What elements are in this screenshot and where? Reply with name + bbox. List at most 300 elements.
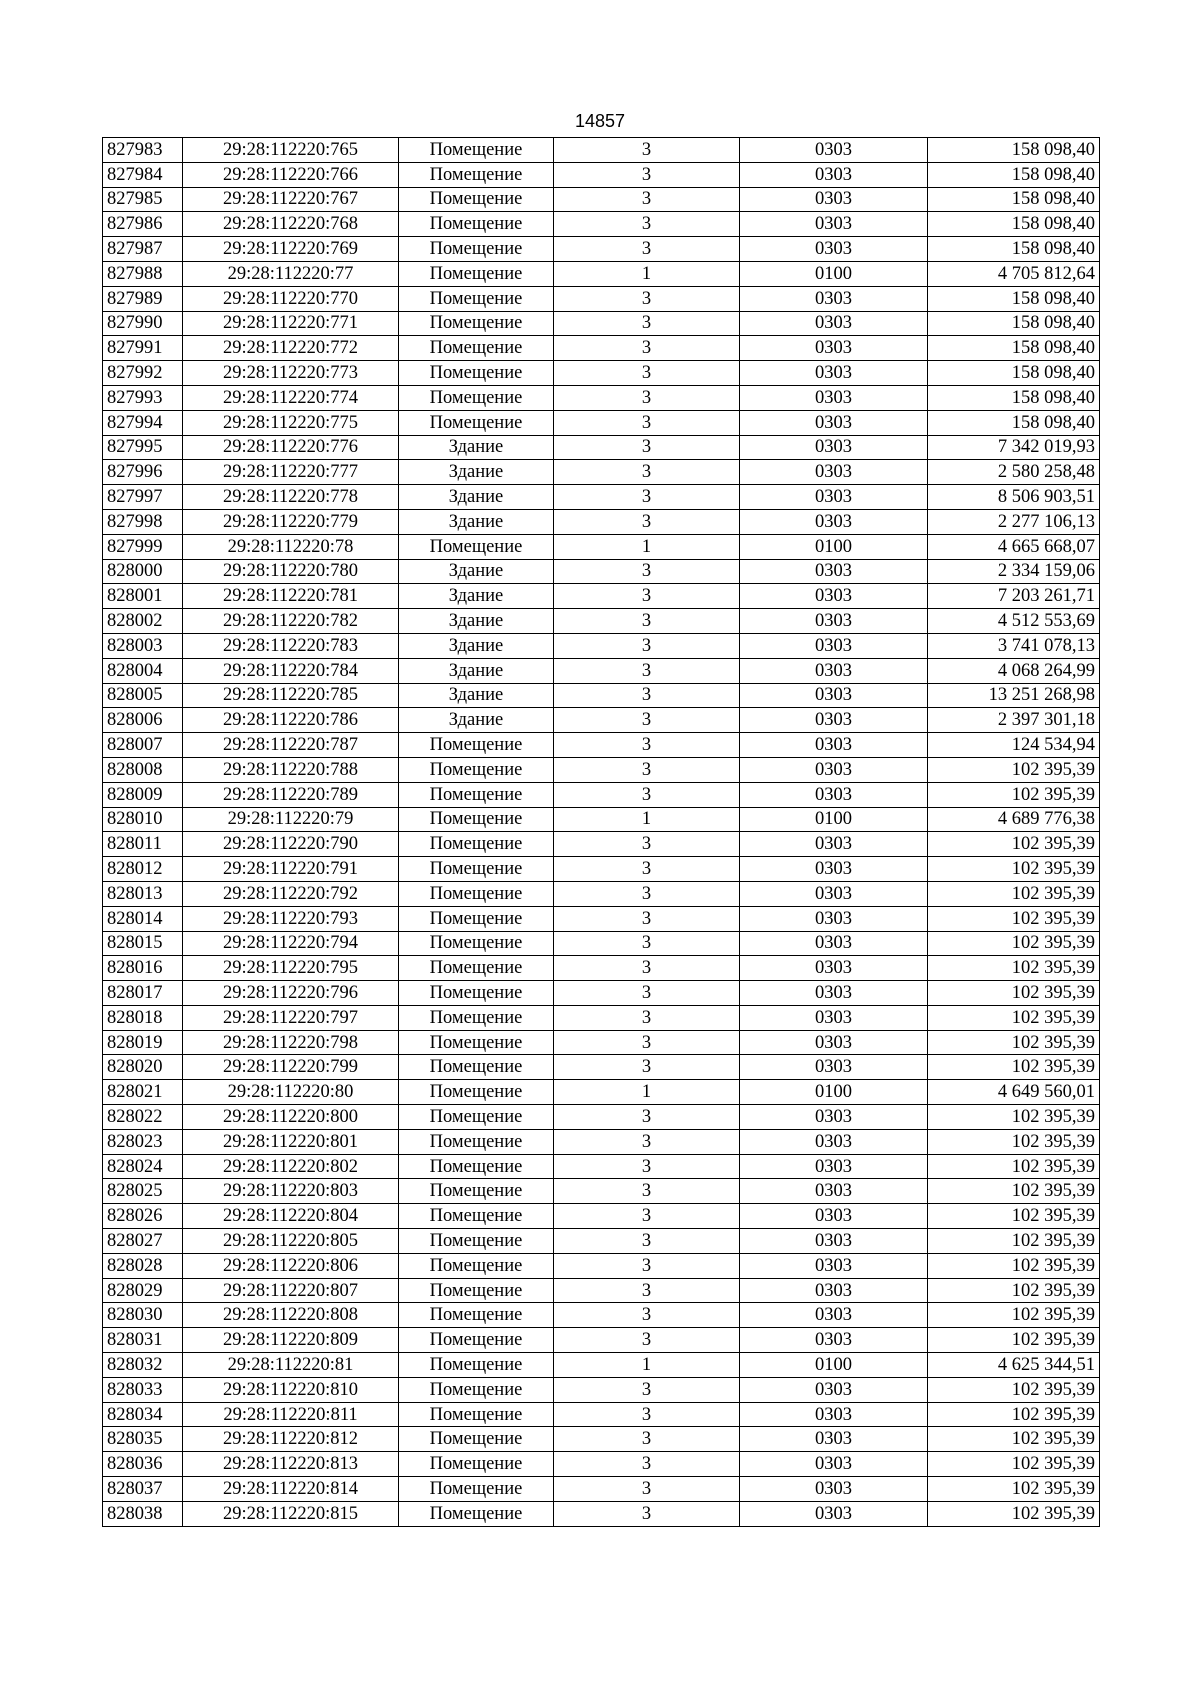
- row-number-cell: 827994: [103, 410, 183, 435]
- group-cell: 3: [554, 857, 740, 882]
- cadastral-number-cell: 29:28:112220:79: [183, 807, 399, 832]
- object-type-cell: Здание: [399, 435, 554, 460]
- object-type-cell: Здание: [399, 559, 554, 584]
- code-cell: 0303: [740, 708, 928, 733]
- code-cell: 0303: [740, 385, 928, 410]
- cadastral-number-cell: 29:28:112220:812: [183, 1427, 399, 1452]
- object-type-cell: Здание: [399, 509, 554, 534]
- code-cell: 0303: [740, 1328, 928, 1353]
- cadastral-value-cell: 102 395,39: [928, 1129, 1100, 1154]
- group-cell: 3: [554, 1005, 740, 1030]
- table-row: [103, 212, 1100, 237]
- object-type-cell: Помещение: [399, 1278, 554, 1303]
- row-number-cell: 828007: [103, 733, 183, 758]
- object-type-cell: Помещение: [399, 931, 554, 956]
- code-cell: 0303: [740, 162, 928, 187]
- group-cell: 1: [554, 1080, 740, 1105]
- cadastral-value-cell: 102 395,39: [928, 981, 1100, 1006]
- code-cell: 0303: [740, 782, 928, 807]
- table-row: [103, 857, 1100, 882]
- object-type-cell: Помещение: [399, 733, 554, 758]
- cadastral-number-cell: 29:28:112220:803: [183, 1179, 399, 1204]
- cadastral-number-cell: 29:28:112220:776: [183, 435, 399, 460]
- object-type-cell: Помещение: [399, 1154, 554, 1179]
- cadastral-value-cell: 158 098,40: [928, 385, 1100, 410]
- group-cell: 3: [554, 1477, 740, 1502]
- row-number-cell: 828018: [103, 1005, 183, 1030]
- table-row: [103, 1402, 1100, 1427]
- code-cell: 0303: [740, 906, 928, 931]
- cadastral-number-cell: 29:28:112220:809: [183, 1328, 399, 1353]
- code-cell: 0303: [740, 311, 928, 336]
- cadastral-number-cell: 29:28:112220:784: [183, 658, 399, 683]
- cadastral-number-cell: 29:28:112220:777: [183, 460, 399, 485]
- cadastral-value-cell: 158 098,40: [928, 138, 1100, 163]
- row-number-cell: 827989: [103, 286, 183, 311]
- group-cell: 1: [554, 534, 740, 559]
- row-number-cell: 828028: [103, 1253, 183, 1278]
- group-cell: 3: [554, 1253, 740, 1278]
- group-cell: 3: [554, 956, 740, 981]
- object-type-cell: Помещение: [399, 1055, 554, 1080]
- row-number-cell: 828016: [103, 956, 183, 981]
- cadastral-value-cell: 158 098,40: [928, 237, 1100, 262]
- table-row: [103, 956, 1100, 981]
- cadastral-number-cell: 29:28:112220:814: [183, 1477, 399, 1502]
- cadastral-value-cell: 158 098,40: [928, 311, 1100, 336]
- row-number-cell: 828021: [103, 1080, 183, 1105]
- row-number-cell: 827988: [103, 261, 183, 286]
- object-type-cell: Помещение: [399, 534, 554, 559]
- object-type-cell: Помещение: [399, 1377, 554, 1402]
- group-cell: 3: [554, 1105, 740, 1130]
- row-number-cell: 827990: [103, 311, 183, 336]
- group-cell: 3: [554, 237, 740, 262]
- code-cell: 0303: [740, 1377, 928, 1402]
- group-cell: 3: [554, 1129, 740, 1154]
- group-cell: 3: [554, 162, 740, 187]
- group-cell: 3: [554, 187, 740, 212]
- cadastral-number-cell: 29:28:112220:791: [183, 857, 399, 882]
- group-cell: 3: [554, 1179, 740, 1204]
- row-number-cell: 828020: [103, 1055, 183, 1080]
- code-cell: 0303: [740, 733, 928, 758]
- table-row: [103, 286, 1100, 311]
- code-cell: 0100: [740, 1080, 928, 1105]
- cadastral-value-cell: 2 334 159,06: [928, 559, 1100, 584]
- table-row: [103, 138, 1100, 163]
- cadastral-number-cell: 29:28:112220:815: [183, 1501, 399, 1526]
- row-number-cell: 828019: [103, 1030, 183, 1055]
- code-cell: 0303: [740, 1204, 928, 1229]
- table-row: [103, 187, 1100, 212]
- cadastral-number-cell: 29:28:112220:796: [183, 981, 399, 1006]
- group-cell: 3: [554, 881, 740, 906]
- group-cell: 1: [554, 807, 740, 832]
- table-row: [103, 1501, 1100, 1526]
- row-number-cell: 828024: [103, 1154, 183, 1179]
- group-cell: 3: [554, 1377, 740, 1402]
- table-row: [103, 1030, 1100, 1055]
- row-number-cell: 827987: [103, 237, 183, 262]
- object-type-cell: Помещение: [399, 1253, 554, 1278]
- cadastral-number-cell: 29:28:112220:798: [183, 1030, 399, 1055]
- cadastral-number-cell: 29:28:112220:781: [183, 584, 399, 609]
- object-type-cell: Помещение: [399, 286, 554, 311]
- group-cell: 3: [554, 1328, 740, 1353]
- code-cell: 0303: [740, 981, 928, 1006]
- cadastral-value-cell: 102 395,39: [928, 1105, 1100, 1130]
- object-type-cell: Помещение: [399, 385, 554, 410]
- table-row: [103, 931, 1100, 956]
- cadastral-value-cell: 102 395,39: [928, 906, 1100, 931]
- cadastral-value-cell: 102 395,39: [928, 1253, 1100, 1278]
- row-number-cell: 828038: [103, 1501, 183, 1526]
- table-row: [103, 757, 1100, 782]
- cadastral-value-cell: 102 395,39: [928, 931, 1100, 956]
- row-number-cell: 828003: [103, 633, 183, 658]
- cadastral-value-cell: 3 741 078,13: [928, 633, 1100, 658]
- cadastral-number-cell: 29:28:112220:808: [183, 1303, 399, 1328]
- group-cell: 3: [554, 559, 740, 584]
- table-row: [103, 1204, 1100, 1229]
- cadastral-value-cell: 158 098,40: [928, 286, 1100, 311]
- row-number-cell: 828031: [103, 1328, 183, 1353]
- cadastral-value-cell: 102 395,39: [928, 1179, 1100, 1204]
- table-row: [103, 1005, 1100, 1030]
- table-row: [103, 609, 1100, 634]
- code-cell: 0303: [740, 286, 928, 311]
- cadastral-number-cell: 29:28:112220:807: [183, 1278, 399, 1303]
- cadastral-value-cell: 7 203 261,71: [928, 584, 1100, 609]
- row-number-cell: 828006: [103, 708, 183, 733]
- object-type-cell: Помещение: [399, 807, 554, 832]
- cadastral-value-cell: 13 251 268,98: [928, 683, 1100, 708]
- cadastral-number-cell: 29:28:112220:766: [183, 162, 399, 187]
- group-cell: 3: [554, 1030, 740, 1055]
- table-row: [103, 361, 1100, 386]
- row-number-cell: 828008: [103, 757, 183, 782]
- code-cell: 0100: [740, 807, 928, 832]
- cadastral-number-cell: 29:28:112220:794: [183, 931, 399, 956]
- cadastral-number-cell: 29:28:112220:790: [183, 832, 399, 857]
- code-cell: 0303: [740, 1105, 928, 1130]
- table-row: [103, 807, 1100, 832]
- code-cell: 0303: [740, 683, 928, 708]
- row-number-cell: 828001: [103, 584, 183, 609]
- cadastral-value-cell: 102 395,39: [928, 757, 1100, 782]
- cadastral-value-cell: 4 512 553,69: [928, 609, 1100, 634]
- cadastral-number-cell: 29:28:112220:774: [183, 385, 399, 410]
- code-cell: 0303: [740, 757, 928, 782]
- cadastral-value-cell: 102 395,39: [928, 1303, 1100, 1328]
- row-number-cell: 828032: [103, 1353, 183, 1378]
- object-type-cell: Здание: [399, 460, 554, 485]
- cadastral-value-cell: 2 580 258,48: [928, 460, 1100, 485]
- object-type-cell: Здание: [399, 584, 554, 609]
- cadastral-value-cell: 158 098,40: [928, 162, 1100, 187]
- code-cell: 0303: [740, 1278, 928, 1303]
- group-cell: 3: [554, 708, 740, 733]
- table-row: [103, 162, 1100, 187]
- row-number-cell: 828033: [103, 1377, 183, 1402]
- group-cell: 3: [554, 1204, 740, 1229]
- row-number-cell: 828025: [103, 1179, 183, 1204]
- group-cell: 3: [554, 1452, 740, 1477]
- code-cell: 0303: [740, 410, 928, 435]
- table-row: [103, 1452, 1100, 1477]
- cadastral-value-cell: 102 395,39: [928, 1204, 1100, 1229]
- cadastral-number-cell: 29:28:112220:773: [183, 361, 399, 386]
- group-cell: 3: [554, 981, 740, 1006]
- code-cell: 0100: [740, 1353, 928, 1378]
- table-row: [103, 1477, 1100, 1502]
- row-number-cell: 828029: [103, 1278, 183, 1303]
- code-cell: 0303: [740, 1303, 928, 1328]
- table-row: [103, 1353, 1100, 1378]
- code-cell: 0303: [740, 1154, 928, 1179]
- table-row: [103, 385, 1100, 410]
- code-cell: 0303: [740, 187, 928, 212]
- code-cell: 0303: [740, 1402, 928, 1427]
- cadastral-value-cell: 7 342 019,93: [928, 435, 1100, 460]
- object-type-cell: Помещение: [399, 1303, 554, 1328]
- cadastral-value-cell: 158 098,40: [928, 336, 1100, 361]
- code-cell: 0303: [740, 336, 928, 361]
- code-cell: 0303: [740, 1452, 928, 1477]
- cadastral-number-cell: 29:28:112220:771: [183, 311, 399, 336]
- table-row: [103, 1129, 1100, 1154]
- cadastral-value-cell: 102 395,39: [928, 832, 1100, 857]
- cadastral-value-cell: 158 098,40: [928, 212, 1100, 237]
- cadastral-number-cell: 29:28:112220:802: [183, 1154, 399, 1179]
- object-type-cell: Помещение: [399, 857, 554, 882]
- group-cell: 3: [554, 311, 740, 336]
- cadastral-value-cell: 2 397 301,18: [928, 708, 1100, 733]
- row-number-cell: 828002: [103, 609, 183, 634]
- cadastral-number-cell: 29:28:112220:805: [183, 1229, 399, 1254]
- row-number-cell: 828023: [103, 1129, 183, 1154]
- cadastral-number-cell: 29:28:112220:778: [183, 485, 399, 510]
- table-row: [103, 485, 1100, 510]
- object-type-cell: Здание: [399, 633, 554, 658]
- table-row: [103, 782, 1100, 807]
- group-cell: 3: [554, 683, 740, 708]
- object-type-cell: Помещение: [399, 361, 554, 386]
- code-cell: 0303: [740, 658, 928, 683]
- group-cell: 3: [554, 832, 740, 857]
- cadastral-number-cell: 29:28:112220:810: [183, 1377, 399, 1402]
- table-row: [103, 683, 1100, 708]
- group-cell: 3: [554, 1303, 740, 1328]
- cadastral-number-cell: 29:28:112220:772: [183, 336, 399, 361]
- row-number-cell: 828013: [103, 881, 183, 906]
- table-row: [103, 237, 1100, 262]
- cadastral-value-cell: 102 395,39: [928, 782, 1100, 807]
- table-row: [103, 1055, 1100, 1080]
- object-type-cell: Помещение: [399, 1204, 554, 1229]
- object-type-cell: Помещение: [399, 1179, 554, 1204]
- cadastral-number-cell: 29:28:112220:811: [183, 1402, 399, 1427]
- cadastral-value-cell: 102 395,39: [928, 1055, 1100, 1080]
- code-cell: 0303: [740, 485, 928, 510]
- cadastral-value-cell: 102 395,39: [928, 1030, 1100, 1055]
- table-row: [103, 261, 1100, 286]
- object-type-cell: Помещение: [399, 1477, 554, 1502]
- cadastral-number-cell: 29:28:112220:799: [183, 1055, 399, 1080]
- object-type-cell: Помещение: [399, 336, 554, 361]
- group-cell: 3: [554, 633, 740, 658]
- group-cell: 3: [554, 336, 740, 361]
- code-cell: 0303: [740, 1030, 928, 1055]
- table-row: [103, 1253, 1100, 1278]
- group-cell: 3: [554, 361, 740, 386]
- cadastral-value-cell: 102 395,39: [928, 1377, 1100, 1402]
- group-cell: 3: [554, 782, 740, 807]
- code-cell: 0100: [740, 261, 928, 286]
- page-number: 14857: [574, 111, 626, 131]
- object-type-cell: Помещение: [399, 757, 554, 782]
- group-cell: 3: [554, 733, 740, 758]
- cadastral-number-cell: 29:28:112220:788: [183, 757, 399, 782]
- cadastral-value-cell: 102 395,39: [928, 1427, 1100, 1452]
- group-cell: 3: [554, 1501, 740, 1526]
- object-type-cell: Помещение: [399, 1427, 554, 1452]
- row-number-cell: 827998: [103, 509, 183, 534]
- table-row: [103, 336, 1100, 361]
- group-cell: 3: [554, 385, 740, 410]
- code-cell: 0303: [740, 609, 928, 634]
- group-cell: 3: [554, 658, 740, 683]
- code-cell: 0303: [740, 931, 928, 956]
- cadastral-value-cell: 102 395,39: [928, 857, 1100, 882]
- cadastral-number-cell: 29:28:112220:792: [183, 881, 399, 906]
- table-row: [103, 534, 1100, 559]
- object-type-cell: Помещение: [399, 1080, 554, 1105]
- cadastral-number-cell: 29:28:112220:789: [183, 782, 399, 807]
- cadastral-number-cell: 29:28:112220:775: [183, 410, 399, 435]
- row-number-cell: 828026: [103, 1204, 183, 1229]
- table-row: [103, 559, 1100, 584]
- table-row: [103, 1377, 1100, 1402]
- table-row: [103, 881, 1100, 906]
- code-cell: 0303: [740, 509, 928, 534]
- group-cell: 1: [554, 1353, 740, 1378]
- group-cell: 3: [554, 435, 740, 460]
- group-cell: 3: [554, 410, 740, 435]
- object-type-cell: Помещение: [399, 138, 554, 163]
- object-type-cell: Помещение: [399, 1229, 554, 1254]
- code-cell: 0303: [740, 237, 928, 262]
- object-type-cell: Помещение: [399, 1328, 554, 1353]
- cadastral-number-cell: 29:28:112220:80: [183, 1080, 399, 1105]
- group-cell: 3: [554, 931, 740, 956]
- code-cell: 0303: [740, 1129, 928, 1154]
- table-row: [103, 311, 1100, 336]
- group-cell: 1: [554, 261, 740, 286]
- row-number-cell: 828012: [103, 857, 183, 882]
- object-type-cell: Помещение: [399, 1129, 554, 1154]
- object-type-cell: Здание: [399, 658, 554, 683]
- row-number-cell: 828030: [103, 1303, 183, 1328]
- group-cell: 3: [554, 757, 740, 782]
- row-number-cell: 828005: [103, 683, 183, 708]
- group-cell: 3: [554, 1055, 740, 1080]
- cadastral-number-cell: 29:28:112220:77: [183, 261, 399, 286]
- table-row: [103, 1328, 1100, 1353]
- row-number-cell: 828036: [103, 1452, 183, 1477]
- code-cell: 0303: [740, 857, 928, 882]
- cadastral-value-cell: 4 068 264,99: [928, 658, 1100, 683]
- object-type-cell: Помещение: [399, 1501, 554, 1526]
- group-cell: 3: [554, 286, 740, 311]
- cadastral-value-cell: 4 665 668,07: [928, 534, 1100, 559]
- row-number-cell: 827986: [103, 212, 183, 237]
- object-type-cell: Помещение: [399, 881, 554, 906]
- object-type-cell: Помещение: [399, 212, 554, 237]
- cadastral-value-cell: 102 395,39: [928, 1005, 1100, 1030]
- code-cell: 0303: [740, 1005, 928, 1030]
- code-cell: 0303: [740, 881, 928, 906]
- row-number-cell: 827995: [103, 435, 183, 460]
- cadastral-value-cell: 158 098,40: [928, 410, 1100, 435]
- object-type-cell: Помещение: [399, 187, 554, 212]
- object-type-cell: Помещение: [399, 410, 554, 435]
- cadastral-number-cell: 29:28:112220:795: [183, 956, 399, 981]
- cadastral-value-cell: 4 689 776,38: [928, 807, 1100, 832]
- object-type-cell: Здание: [399, 683, 554, 708]
- table-row: [103, 410, 1100, 435]
- table-row: [103, 435, 1100, 460]
- row-number-cell: 828009: [103, 782, 183, 807]
- cadastral-value-cell: 102 395,39: [928, 1278, 1100, 1303]
- group-cell: 3: [554, 460, 740, 485]
- code-cell: 0303: [740, 956, 928, 981]
- cadastral-value-cell: 8 506 903,51: [928, 485, 1100, 510]
- group-cell: 3: [554, 509, 740, 534]
- group-cell: 3: [554, 1402, 740, 1427]
- row-number-cell: 827984: [103, 162, 183, 187]
- code-cell: 0303: [740, 212, 928, 237]
- code-cell: 0303: [740, 633, 928, 658]
- object-type-cell: Помещение: [399, 1452, 554, 1477]
- cadastral-number-cell: 29:28:112220:765: [183, 138, 399, 163]
- cadastral-value-cell: 102 395,39: [928, 1229, 1100, 1254]
- cadastral-value-cell: 158 098,40: [928, 187, 1100, 212]
- row-number-cell: 828035: [103, 1427, 183, 1452]
- table-row: [103, 1303, 1100, 1328]
- cadastral-value-cell: 102 395,39: [928, 1154, 1100, 1179]
- table-row: [103, 981, 1100, 1006]
- cadastral-number-cell: 29:28:112220:767: [183, 187, 399, 212]
- object-type-cell: Здание: [399, 609, 554, 634]
- code-cell: 0303: [740, 1501, 928, 1526]
- object-type-cell: Помещение: [399, 1005, 554, 1030]
- cadastral-number-cell: 29:28:112220:787: [183, 733, 399, 758]
- row-number-cell: 828010: [103, 807, 183, 832]
- cadastral-value-table: [102, 137, 1100, 1527]
- group-cell: 3: [554, 906, 740, 931]
- cadastral-number-cell: 29:28:112220:779: [183, 509, 399, 534]
- object-type-cell: Помещение: [399, 1030, 554, 1055]
- cadastral-number-cell: 29:28:112220:786: [183, 708, 399, 733]
- group-cell: 3: [554, 138, 740, 163]
- cadastral-number-cell: 29:28:112220:797: [183, 1005, 399, 1030]
- table-row: [103, 633, 1100, 658]
- object-type-cell: Помещение: [399, 1353, 554, 1378]
- object-type-cell: Помещение: [399, 162, 554, 187]
- code-cell: 0303: [740, 460, 928, 485]
